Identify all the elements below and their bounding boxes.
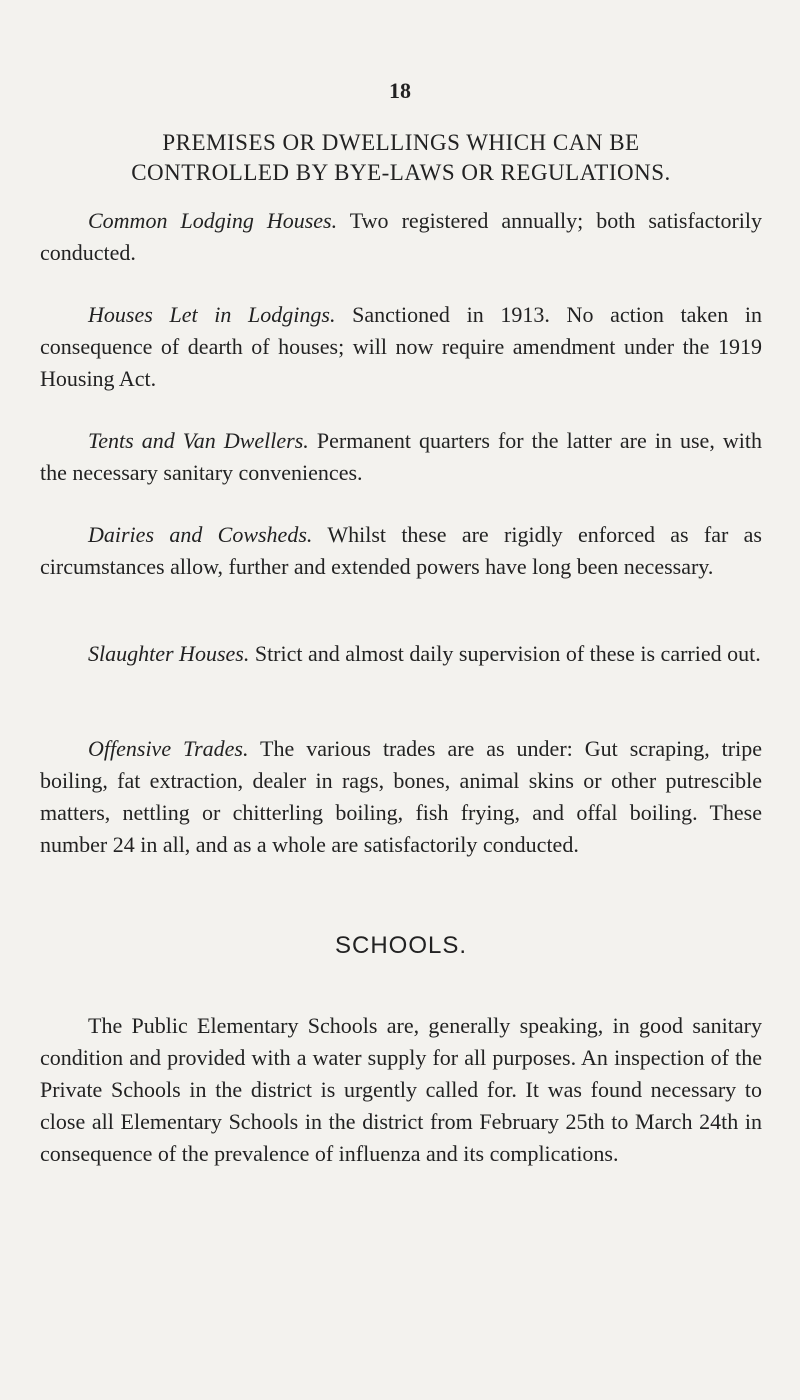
paragraph-lead: Common Lodging Houses. — [88, 208, 338, 233]
paragraph-slaughter-houses — [40, 638, 762, 670]
heading-line-2: CONTROLLED BY BYE-LAWS OR REGULATIONS. — [131, 160, 671, 185]
paragraph-common-lodging-houses — [40, 205, 762, 269]
paragraph-houses-let-in-lodgings — [40, 299, 762, 395]
paragraph-offensive-trades — [40, 733, 762, 861]
section-heading-premises — [40, 128, 762, 188]
paragraph-schools: The Public Elementary Schools are, generally speaking, in good sanitary condition and provided with a water supply for all purposes. An inspection of the Private Schools in the district is urgently called for. It was found necessary to close all Elementary Schools in the district from February 25th to March 24th in consequence of the prevalence of influenza and its complications. — [40, 1013, 762, 1166]
paragraph-text: Sanctioned in 1913. No action taken in consequence of dearth of houses; will now require amendment under the 1919 Housing Act. — [40, 302, 762, 391]
paragraph-text: The various trades are as under: Gut scraping, tripe boiling, fat extraction, dealer in rags, bones, animal skins or other putrescible matters, nettling or chitterling boiling, fish frying, and offal boiling. These number 24 in all, and as a whole are satisfactorily conducted. — [40, 736, 762, 857]
paragraph-text: Whilst these are rigidly enforced as far as circumstances allow, further and extended powers have long been necessary. — [40, 522, 762, 579]
page-number: 18 — [389, 78, 411, 103]
paragraph-lead: Dairies and Cowsheds. — [88, 522, 313, 547]
paragraph-text: Two registered annually; both satisfactorily conducted. — [40, 208, 762, 265]
paragraph-lead: Offensive Trades. — [88, 736, 249, 761]
section-heading-schools: SCHOOLS. — [334, 932, 468, 959]
paragraph-text: Strict and almost daily supervision of these is carried out. — [254, 641, 761, 666]
paragraph-lead: Slaughter Houses. — [88, 641, 250, 666]
paragraph-lead: Houses Let in Lodgings. — [88, 302, 336, 327]
paragraph-lead: Tents and Van Dwellers. — [88, 428, 309, 453]
paragraph-text: Permanent quarters for the latter are in use, with the necessary sanitary conveniences. — [40, 428, 763, 485]
heading-line-1: PREMISES OR DWELLINGS WHICH CAN BE — [162, 130, 640, 155]
paragraph-tents-and-van-dwellers — [40, 425, 762, 489]
paragraph-dairies-and-cowsheds — [40, 519, 762, 583]
